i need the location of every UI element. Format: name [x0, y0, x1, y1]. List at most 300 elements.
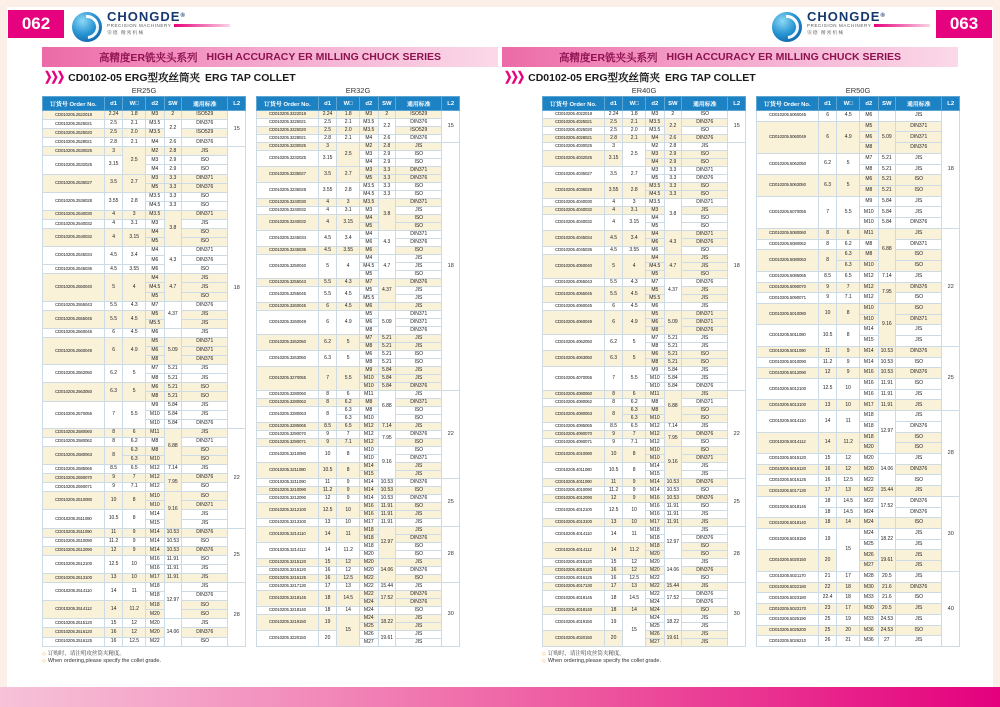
cell: CD010205.2514112: [43, 601, 105, 619]
cell: DIN371: [896, 239, 942, 250]
table-row: [257, 479, 460, 487]
cell: CD010205.5018140: [757, 518, 819, 529]
cell: M3: [646, 151, 665, 159]
cell: M11: [360, 391, 379, 399]
cell: 5: [837, 175, 860, 196]
cell: 4.9: [623, 311, 646, 335]
cell: JIS: [396, 471, 442, 479]
cell: ISO: [182, 537, 228, 546]
cell: 16: [818, 475, 837, 486]
cell: M8: [360, 407, 379, 415]
cell: 27: [878, 636, 896, 647]
cell: DIN376: [896, 464, 942, 475]
cell: M6: [146, 347, 165, 356]
cell: 6.2: [123, 437, 146, 446]
cell: 22: [942, 228, 960, 346]
table-row: [757, 518, 960, 529]
cell: 18: [442, 143, 460, 391]
cell: CD010205.5010080: [757, 303, 819, 324]
cell: CD010205.3255045: [257, 287, 319, 303]
chevrons-icon: ❯❯❯: [44, 70, 64, 85]
cell: 12.97: [164, 583, 182, 619]
table-row: [757, 196, 960, 207]
cell: CD010205.2570055: [43, 401, 105, 428]
column-header: 通用标准: [396, 97, 442, 111]
cell: CD010205.5022180: [757, 582, 819, 593]
cell: 12.5: [123, 637, 146, 646]
cell: 8: [837, 303, 860, 324]
table-row: [543, 615, 746, 623]
cell: M3.5: [646, 127, 665, 135]
cell: ISO: [896, 186, 942, 197]
cell: M6: [646, 239, 665, 247]
cell: 2.9: [164, 165, 182, 174]
cell: CD010205.3214112: [257, 543, 319, 559]
cell: M5: [646, 175, 665, 183]
cell: 5.21: [378, 351, 396, 359]
cell: ISO: [396, 607, 442, 615]
cell: ISO: [396, 447, 442, 455]
cell: ISO: [896, 443, 942, 454]
table-row: [543, 439, 746, 447]
cell: 9.16: [664, 447, 682, 479]
cell: CD010205.2555043: [43, 301, 105, 310]
registered-mark-icon: ®: [880, 13, 886, 19]
cell: 18: [818, 507, 837, 518]
cell: M6: [146, 265, 165, 274]
cell: DIN376: [682, 479, 728, 487]
table-row: [757, 432, 960, 443]
table-row: [543, 207, 746, 215]
cell: 5: [337, 351, 360, 367]
cell: M15: [646, 471, 665, 479]
cell: M16: [146, 564, 165, 573]
cell: CD010205.2530025: [43, 147, 105, 156]
cell: ISO: [682, 223, 728, 231]
table-title-er50g: ER50G: [845, 86, 871, 95]
cell: 17.52: [378, 591, 396, 607]
cell: M11: [646, 391, 665, 399]
cell: JIS: [896, 207, 942, 218]
cell: 14.06: [164, 619, 182, 647]
series-banner-right: [502, 47, 958, 67]
cell: 3.4: [337, 231, 360, 247]
cell: 10.5: [318, 463, 337, 479]
cell: DIN376: [682, 119, 728, 127]
cell: DIN376: [396, 567, 442, 575]
cell: CD010205.2515120: [43, 619, 105, 628]
cell: M10: [646, 383, 665, 391]
cell: 17.52: [664, 591, 682, 607]
cell: 19: [837, 614, 860, 625]
cell: CD010205.4050040: [543, 255, 605, 279]
cell: DIN371: [682, 231, 728, 239]
cell: 16: [318, 567, 337, 575]
table-row: [757, 614, 960, 625]
cell: M18: [360, 527, 379, 535]
cell: JIS: [682, 463, 728, 471]
cell: M16: [860, 368, 879, 379]
cell: M4.5: [360, 263, 379, 271]
cell: M4: [146, 138, 165, 147]
table-row: [257, 279, 460, 287]
cell: 10.5: [104, 510, 123, 528]
cell: 7.1: [623, 439, 646, 447]
cell: M10: [146, 410, 165, 419]
cell: M3.5: [360, 199, 379, 207]
cell: CD010205.5080060: [757, 228, 819, 239]
cell: M24: [646, 599, 665, 607]
cell: M18: [146, 592, 165, 601]
cell: 3.1: [623, 207, 646, 215]
cell: 4.5: [623, 303, 646, 311]
cell: 2.2: [378, 119, 396, 135]
logo-accent-line: [874, 24, 930, 27]
table-row: [757, 271, 960, 282]
cell: 6.2: [604, 335, 623, 351]
cell: M26: [360, 631, 379, 639]
cell: M14: [146, 528, 165, 537]
table-row: [543, 119, 746, 127]
table-er50g: [756, 85, 960, 647]
cell: DIN376: [396, 279, 442, 287]
cell: ISO: [682, 447, 728, 455]
cell: CD010205.4018140: [543, 607, 605, 615]
table-row: [757, 454, 960, 465]
cell: JIS: [682, 527, 728, 535]
cell: CD010205.3280063: [257, 407, 319, 423]
cell: ISO: [182, 555, 228, 564]
cell: M16: [360, 511, 379, 519]
cell: 5.21: [164, 392, 182, 401]
cell: 11.91: [378, 503, 396, 511]
cell: M24: [860, 518, 879, 529]
cell: CD010205.5014112: [757, 432, 819, 453]
cell: 18: [604, 607, 623, 615]
cell: 2.8: [623, 183, 646, 199]
cell: 6: [318, 303, 337, 311]
cell: 17: [604, 583, 623, 591]
cell: CD010205.3216120: [257, 567, 319, 575]
table-row: [257, 167, 460, 175]
cell: 16: [318, 575, 337, 583]
table-row: [543, 167, 746, 175]
cell: JIS: [896, 604, 942, 615]
cell: ISO: [682, 359, 728, 367]
cell: 11.91: [164, 555, 182, 564]
logo-chinese: 崇德 精密机械: [107, 31, 145, 36]
cell: 3: [623, 199, 646, 207]
cell: ISO: [182, 156, 228, 165]
cell: 14: [604, 527, 623, 543]
cell: CD010205.3250040: [257, 255, 319, 279]
cell: 2.24: [318, 111, 337, 119]
cell: 6: [837, 228, 860, 239]
footnote-cn: ◇ 订购时，请注明攻丝筒夹精度。: [542, 651, 625, 657]
cell: CD010205.3218140: [257, 607, 319, 615]
cell: 12.97: [378, 527, 396, 559]
cell: 12: [123, 628, 146, 637]
cell: M10: [646, 447, 665, 455]
cell: 8: [604, 407, 623, 423]
cell: M12: [360, 423, 379, 431]
cell: 28: [728, 527, 746, 583]
cell: JIS: [396, 263, 442, 271]
logo-subtitle: PRECISION MACHINERY: [107, 23, 230, 28]
cell: 6.2: [837, 239, 860, 250]
table-row: [543, 351, 746, 359]
cell: CD010205.4045036: [543, 247, 605, 255]
cell: M6: [860, 111, 879, 122]
cell: 2.8: [337, 183, 360, 199]
cell: 3.8: [664, 199, 682, 231]
cell: 4.5: [123, 328, 146, 337]
cell: 4: [104, 229, 123, 247]
cell: 9: [623, 479, 646, 487]
table-row: [43, 637, 246, 646]
table-row: [543, 431, 746, 439]
cell: ISO: [182, 492, 228, 501]
cell: CD010205.5016125: [757, 475, 819, 486]
cell: M6: [146, 328, 165, 337]
table-row: [257, 399, 460, 407]
cell: DIN376: [896, 496, 942, 507]
cell: JIS: [682, 303, 728, 311]
table-row: [543, 183, 746, 191]
cell: 9: [837, 357, 860, 368]
cell: M25: [646, 623, 665, 631]
column-header: d1: [604, 97, 623, 111]
cell: 2.8: [378, 143, 396, 151]
cell: M22: [360, 583, 379, 591]
cell: CD010205.3230025: [257, 143, 319, 151]
cell: DIN376: [682, 567, 728, 575]
cell: 9: [604, 439, 623, 447]
cell: CD010205.4090070: [543, 431, 605, 439]
cell: M12: [860, 271, 879, 282]
cell: M10: [860, 218, 879, 229]
cell: CD010205.5021170: [757, 571, 819, 582]
table-row: [757, 239, 960, 250]
cell: M3.5: [146, 120, 165, 129]
cell: 5.84: [878, 196, 896, 207]
cell: CD010205.5012090: [757, 368, 819, 379]
cell: CD010205.4018145: [543, 591, 605, 607]
cell: M10: [360, 415, 379, 423]
cell: 2.24: [104, 111, 123, 120]
cell: M7: [646, 279, 665, 287]
cell: M11: [146, 428, 165, 437]
table-row: [257, 287, 460, 295]
cell: M24: [360, 615, 379, 623]
cell: DIN376: [396, 135, 442, 143]
cell: 30: [942, 496, 960, 571]
cell: CD010205.2562050: [43, 365, 105, 383]
cell: M18: [860, 421, 879, 432]
cell: 15.44: [664, 583, 682, 591]
banner-title-en: HIGH ACCURACY ER MILLING CHUCK SERIES: [666, 51, 902, 63]
cell: JIS: [182, 564, 228, 573]
cell: M26: [860, 550, 879, 561]
cell: 11.91: [164, 564, 182, 573]
cell: JIS: [682, 295, 728, 303]
table-row: [257, 303, 460, 311]
cell: M8: [860, 186, 879, 197]
cell: ISO: [396, 359, 442, 367]
cell: 1.8: [623, 111, 646, 119]
cell: CD010205.5080063: [757, 250, 819, 271]
cell: 6.5: [837, 271, 860, 282]
cell: 15: [623, 615, 646, 647]
cell: 3.4: [123, 247, 146, 265]
cell: JIS: [396, 303, 442, 311]
cell: 6.2: [318, 335, 337, 351]
cell: DIN376: [682, 431, 728, 439]
cell: ISO: [182, 292, 228, 301]
cell: M8: [646, 359, 665, 367]
cell: ISO529: [182, 129, 228, 138]
table-row: [257, 111, 460, 119]
cell: DIN371: [182, 210, 228, 219]
cell: [378, 303, 396, 311]
cell: M8: [360, 399, 379, 407]
cell: M24: [646, 615, 665, 623]
cell: CD010205.3211080: [257, 463, 319, 479]
cell: DIN371: [396, 199, 442, 207]
cell: 6.3: [337, 415, 360, 423]
cell: CD010205.4062050: [543, 335, 605, 351]
cell: 10.53: [878, 368, 896, 379]
cell: 3.3: [664, 183, 682, 191]
cell: M26: [646, 631, 665, 639]
table-row: [543, 247, 746, 255]
cell: 8: [123, 492, 146, 510]
cell: 9: [104, 474, 123, 483]
cell: 13: [837, 486, 860, 497]
cell: ISO: [896, 475, 942, 486]
cell: 5.21: [878, 153, 896, 164]
cell: M12: [860, 282, 879, 293]
cell: CD010205.3245036: [257, 247, 319, 255]
cell: 24.53: [878, 614, 896, 625]
cell: 15: [818, 454, 837, 465]
cell: 10.53: [164, 537, 182, 546]
table-row: [43, 465, 246, 474]
cell: ISO: [182, 446, 228, 455]
column-header: d2: [860, 97, 879, 111]
cell: 3.15: [318, 151, 337, 167]
table-row: [43, 219, 246, 228]
cell: 2.1: [337, 135, 360, 143]
cell: 26: [818, 636, 837, 647]
cell: M15: [860, 336, 879, 347]
cell: 10: [818, 303, 837, 324]
column-header: 订货号 Order No.: [543, 97, 605, 111]
cell: 2.2: [164, 120, 182, 138]
cell: 5.5: [318, 279, 337, 287]
cell: JIS: [396, 639, 442, 647]
cell: 22: [728, 391, 746, 479]
cell: ISO: [396, 191, 442, 199]
cell: 12.5: [337, 575, 360, 583]
cell: M10: [146, 492, 165, 501]
cell: 17.52: [878, 496, 896, 517]
cell: 7.95: [878, 282, 896, 303]
cell: 10: [337, 503, 360, 519]
cell: JIS: [396, 343, 442, 351]
cell: 18: [942, 111, 960, 229]
cell: ISO: [896, 303, 942, 314]
cell: CD010205.3213100: [257, 519, 319, 527]
cell: CD010205.5011090: [757, 346, 819, 357]
cell: 9: [623, 487, 646, 495]
cell: CD010205.3217130: [257, 583, 319, 591]
cell: CD010205.5014110: [757, 411, 819, 432]
cell: M5: [360, 271, 379, 279]
cell: 2.0: [337, 127, 360, 135]
cell: 2.9: [664, 151, 682, 159]
cell: 9: [337, 487, 360, 495]
cell: ISO: [396, 543, 442, 551]
cell: 4: [604, 199, 623, 207]
cell: CD010205.4012090: [543, 495, 605, 503]
cell: 6: [104, 337, 123, 364]
table-row: [257, 423, 460, 431]
cell: CD010205.4028021: [543, 135, 605, 143]
cell: M2: [146, 147, 165, 156]
cell: 3.15: [623, 215, 646, 231]
cell: CD010205.3218145: [257, 591, 319, 607]
cell: ISO: [182, 201, 228, 210]
cell: 3.55: [623, 247, 646, 255]
cell: 6.2: [623, 399, 646, 407]
cell: M14: [146, 546, 165, 555]
table-row: [43, 337, 246, 346]
table-row: [257, 135, 460, 143]
cell: M22: [646, 591, 665, 599]
cell: 12: [337, 567, 360, 575]
cell: 11.91: [878, 378, 896, 389]
cell: 30: [728, 583, 746, 647]
cell: JIS: [896, 389, 942, 400]
cell: 2.0: [623, 127, 646, 135]
cell: 8: [818, 250, 837, 271]
cell: CD010205.3260045: [257, 303, 319, 311]
spec-table-er25g: [42, 96, 246, 647]
cell: 2.5: [604, 127, 623, 135]
cell: 17: [837, 604, 860, 615]
cell: M5: [646, 271, 665, 279]
cell: 6: [318, 311, 337, 335]
cell: 4.5: [837, 111, 860, 122]
cell: M18: [860, 411, 879, 422]
cell: 8: [818, 239, 837, 250]
cell: 15: [318, 559, 337, 567]
cell: ISO: [682, 351, 728, 359]
cell: DIN371: [182, 437, 228, 446]
cell: DIN376: [396, 479, 442, 487]
cell: 8: [337, 447, 360, 463]
cell: CD010205.5062050: [757, 153, 819, 174]
banner-title-en: HIGH ACCURACY ER MILLING CHUCK SERIES: [206, 51, 442, 63]
cell: M4: [360, 159, 379, 167]
cell: 8.5: [318, 423, 337, 431]
cell: 21.6: [878, 593, 896, 604]
table-row: [43, 528, 246, 537]
cell: JIS: [182, 465, 228, 474]
cell: JIS: [682, 559, 728, 567]
cell: JIS: [396, 295, 442, 303]
